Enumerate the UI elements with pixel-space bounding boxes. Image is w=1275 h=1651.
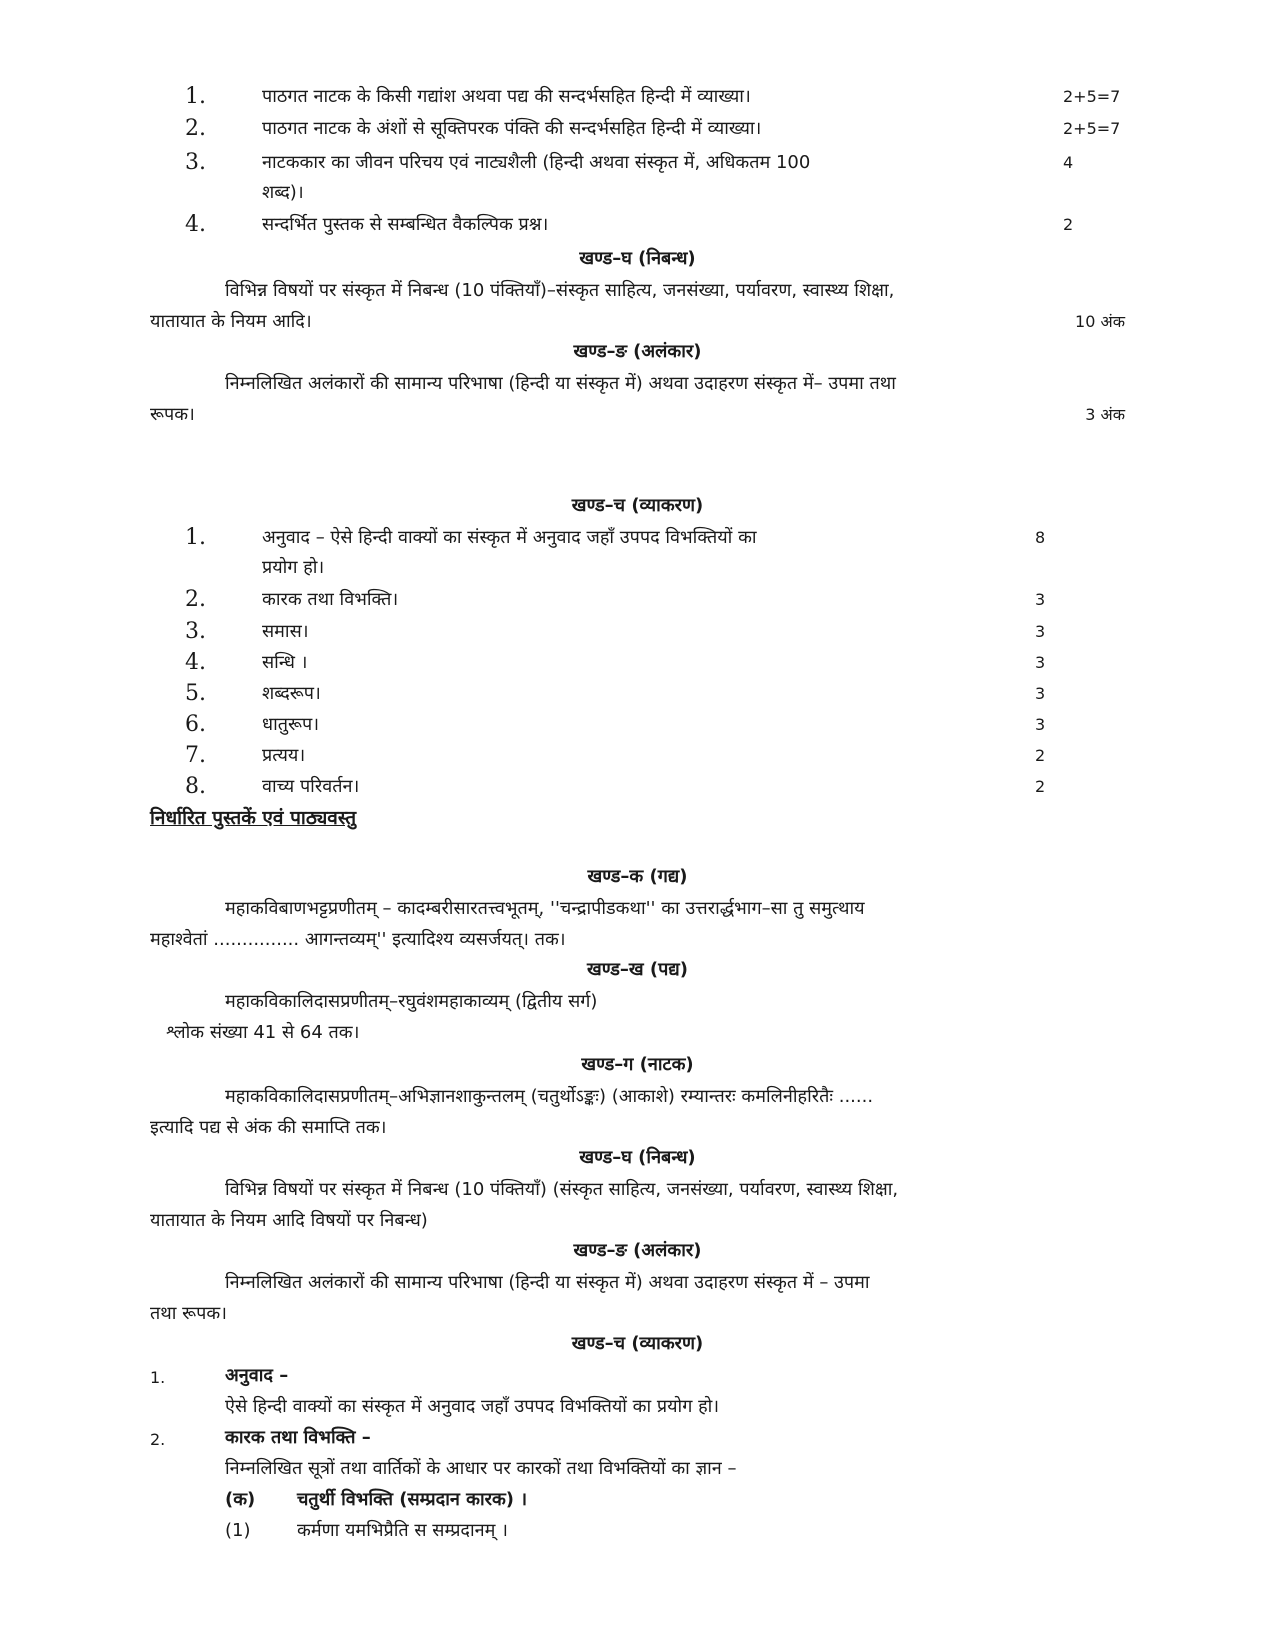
point-title: कारक तथा विभक्ति –: [225, 1427, 371, 1448]
section-heading: खण्ड–ङ (अलंकार): [573, 341, 702, 362]
section-heading: खण्ड–घ (निबन्ध): [579, 248, 696, 269]
paragraph: श्लोक संख्या 41 से 64 तक।: [166, 1022, 360, 1043]
prescribed-books-title: निर्धारित पुस्तकें एवं पाठ्यवस्तु: [150, 807, 357, 829]
list-item: 4. सन्दर्भित पुस्तक से सम्बन्धित वैकल्पिक प्रश्न। 2: [185, 212, 1074, 237]
rule-text: कर्मणा यमभिप्रैति स सम्प्रदानम् ।: [297, 1520, 508, 1541]
paragraph: यातायात के नियम आदि विषयों पर निबन्ध): [150, 1210, 428, 1231]
paragraph: महाकविबाणभट्टप्रणीतम् – कादम्बरीसारतत्त्वभूतम्, ''चन्द्रापीडकथा'' का उत्तरार्द्धभाग–सा तु समुत्थाय: [225, 898, 865, 919]
section-heading: खण्ड–च (व्याकरण): [571, 1333, 704, 1354]
rule-number: (1): [225, 1520, 251, 1541]
paragraph: तथा रूपक।: [150, 1303, 228, 1324]
paragraph: महाकविकालिदासप्रणीतम्–अभिज्ञानशाकुन्तलम् (चतुर्थोऽङ्कः) (आकाशे) रम्यान्तरः कमलिनीहरितैः ......: [225, 1086, 874, 1107]
list-item: 2. पाठगत नाटक के अंशों से सूक्तिपरक पंक्ति की सन्दर्भसहित हिन्दी में व्याख्या। 2+5=7: [185, 116, 1121, 141]
list-item-continuation: शब्द)।: [262, 182, 304, 203]
section-heading: खण्ड–च (व्याकरण): [571, 495, 704, 516]
paragraph: महाश्वेतां ............... आगन्तव्यम्'' इत्यादिश्य व्यसर्जयत्। तक।: [150, 929, 566, 950]
list-item: 1. अनुवाद – ऐसे हिन्दी वाक्यों का संस्कृत में अनुवाद जहाँ उपपद विभक्तियों का 8: [185, 525, 1046, 550]
paragraph: विभिन्न विषयों पर संस्कृत में निबन्ध (10 पंक्तियाँ)–संस्कृत साहित्य, जनसंख्या, पर्यावरण, स्वास्थ्य शिक्षा,: [225, 280, 895, 301]
list-item: 1. पाठगत नाटक के किसी गद्यांश अथवा पद्य की सन्दर्भसहित हिन्दी में व्याख्या। 2+5=7: [185, 84, 1121, 109]
sub-label: (क): [225, 1489, 256, 1510]
list-item: 5. शब्दरूप। 3: [185, 681, 1046, 706]
section-heading: खण्ड–क (गद्य): [587, 866, 688, 887]
section-heading: खण्ड–ख (पद्य): [587, 959, 688, 980]
point-number: 1.: [150, 1368, 166, 1387]
list-item: 2. कारक तथा विभक्ति। 3: [185, 587, 1046, 612]
marks-label: 3 अंक: [1085, 405, 1125, 424]
list-item: 8. वाच्य परिवर्तन। 2: [185, 774, 1046, 799]
sub-title: चतुर्थी विभक्ति (सम्प्रदान कारक) ।: [297, 1489, 528, 1510]
list-item: 7. प्रत्यय। 2: [185, 743, 1046, 768]
paragraph: इत्यादि पद्य से अंक की समाप्ति तक।: [150, 1117, 387, 1138]
list-item: 6. धातुरूप। 3: [185, 712, 1046, 737]
paragraph: विभिन्न विषयों पर संस्कृत में निबन्ध (10 पंक्तियाँ) (संस्कृत साहित्य, जनसंख्या, पर्यावरण, स्वास्थ्य शिक्षा,: [225, 1179, 899, 1200]
section-heading: खण्ड–ङ (अलंकार): [573, 1240, 702, 1261]
point-number: 2.: [150, 1430, 166, 1449]
list-item: 3. समास। 3: [185, 619, 1046, 644]
paragraph: निम्नलिखित सूत्रों तथा वार्तिकों के आधार पर कारकों तथा विभक्तियों का ज्ञान –: [225, 1458, 737, 1479]
section-heading: खण्ड–घ (निबन्ध): [579, 1147, 696, 1168]
paragraph: रूपक।: [150, 404, 195, 425]
section-heading: खण्ड–ग (नाटक): [581, 1054, 694, 1075]
paragraph: यातायात के नियम आदि।: [150, 311, 312, 332]
list-item-continuation: प्रयोग हो।: [262, 557, 325, 578]
point-title: अनुवाद –: [225, 1365, 289, 1386]
paragraph: निम्नलिखित अलंकारों की सामान्य परिभाषा (हिन्दी या संस्कृत में) अथवा उदाहरण संस्कृत में – उपमा: [225, 1272, 870, 1293]
list-item: 3. नाटककार का जीवन परिचय एवं नाट्यशैली (हिन्दी अथवा संस्कृत में, अधिकतम 100 4: [185, 150, 1074, 175]
list-item: 4. सन्धि । 3: [185, 650, 1046, 675]
paragraph: महाकविकालिदासप्रणीतम्–रघुवंशमहाकाव्यम् (द्वितीय सर्ग): [225, 991, 598, 1012]
paragraph: ऐसे हिन्दी वाक्यों का संस्कृत में अनुवाद जहाँ उपपद विभक्तियों का प्रयोग हो।: [225, 1396, 720, 1417]
marks-label: 10 अंक: [1075, 312, 1125, 331]
paragraph: निम्नलिखित अलंकारों की सामान्य परिभाषा (हिन्दी या संस्कृत में) अथवा उदाहरण संस्कृत में– उपमा तथा: [225, 373, 896, 394]
